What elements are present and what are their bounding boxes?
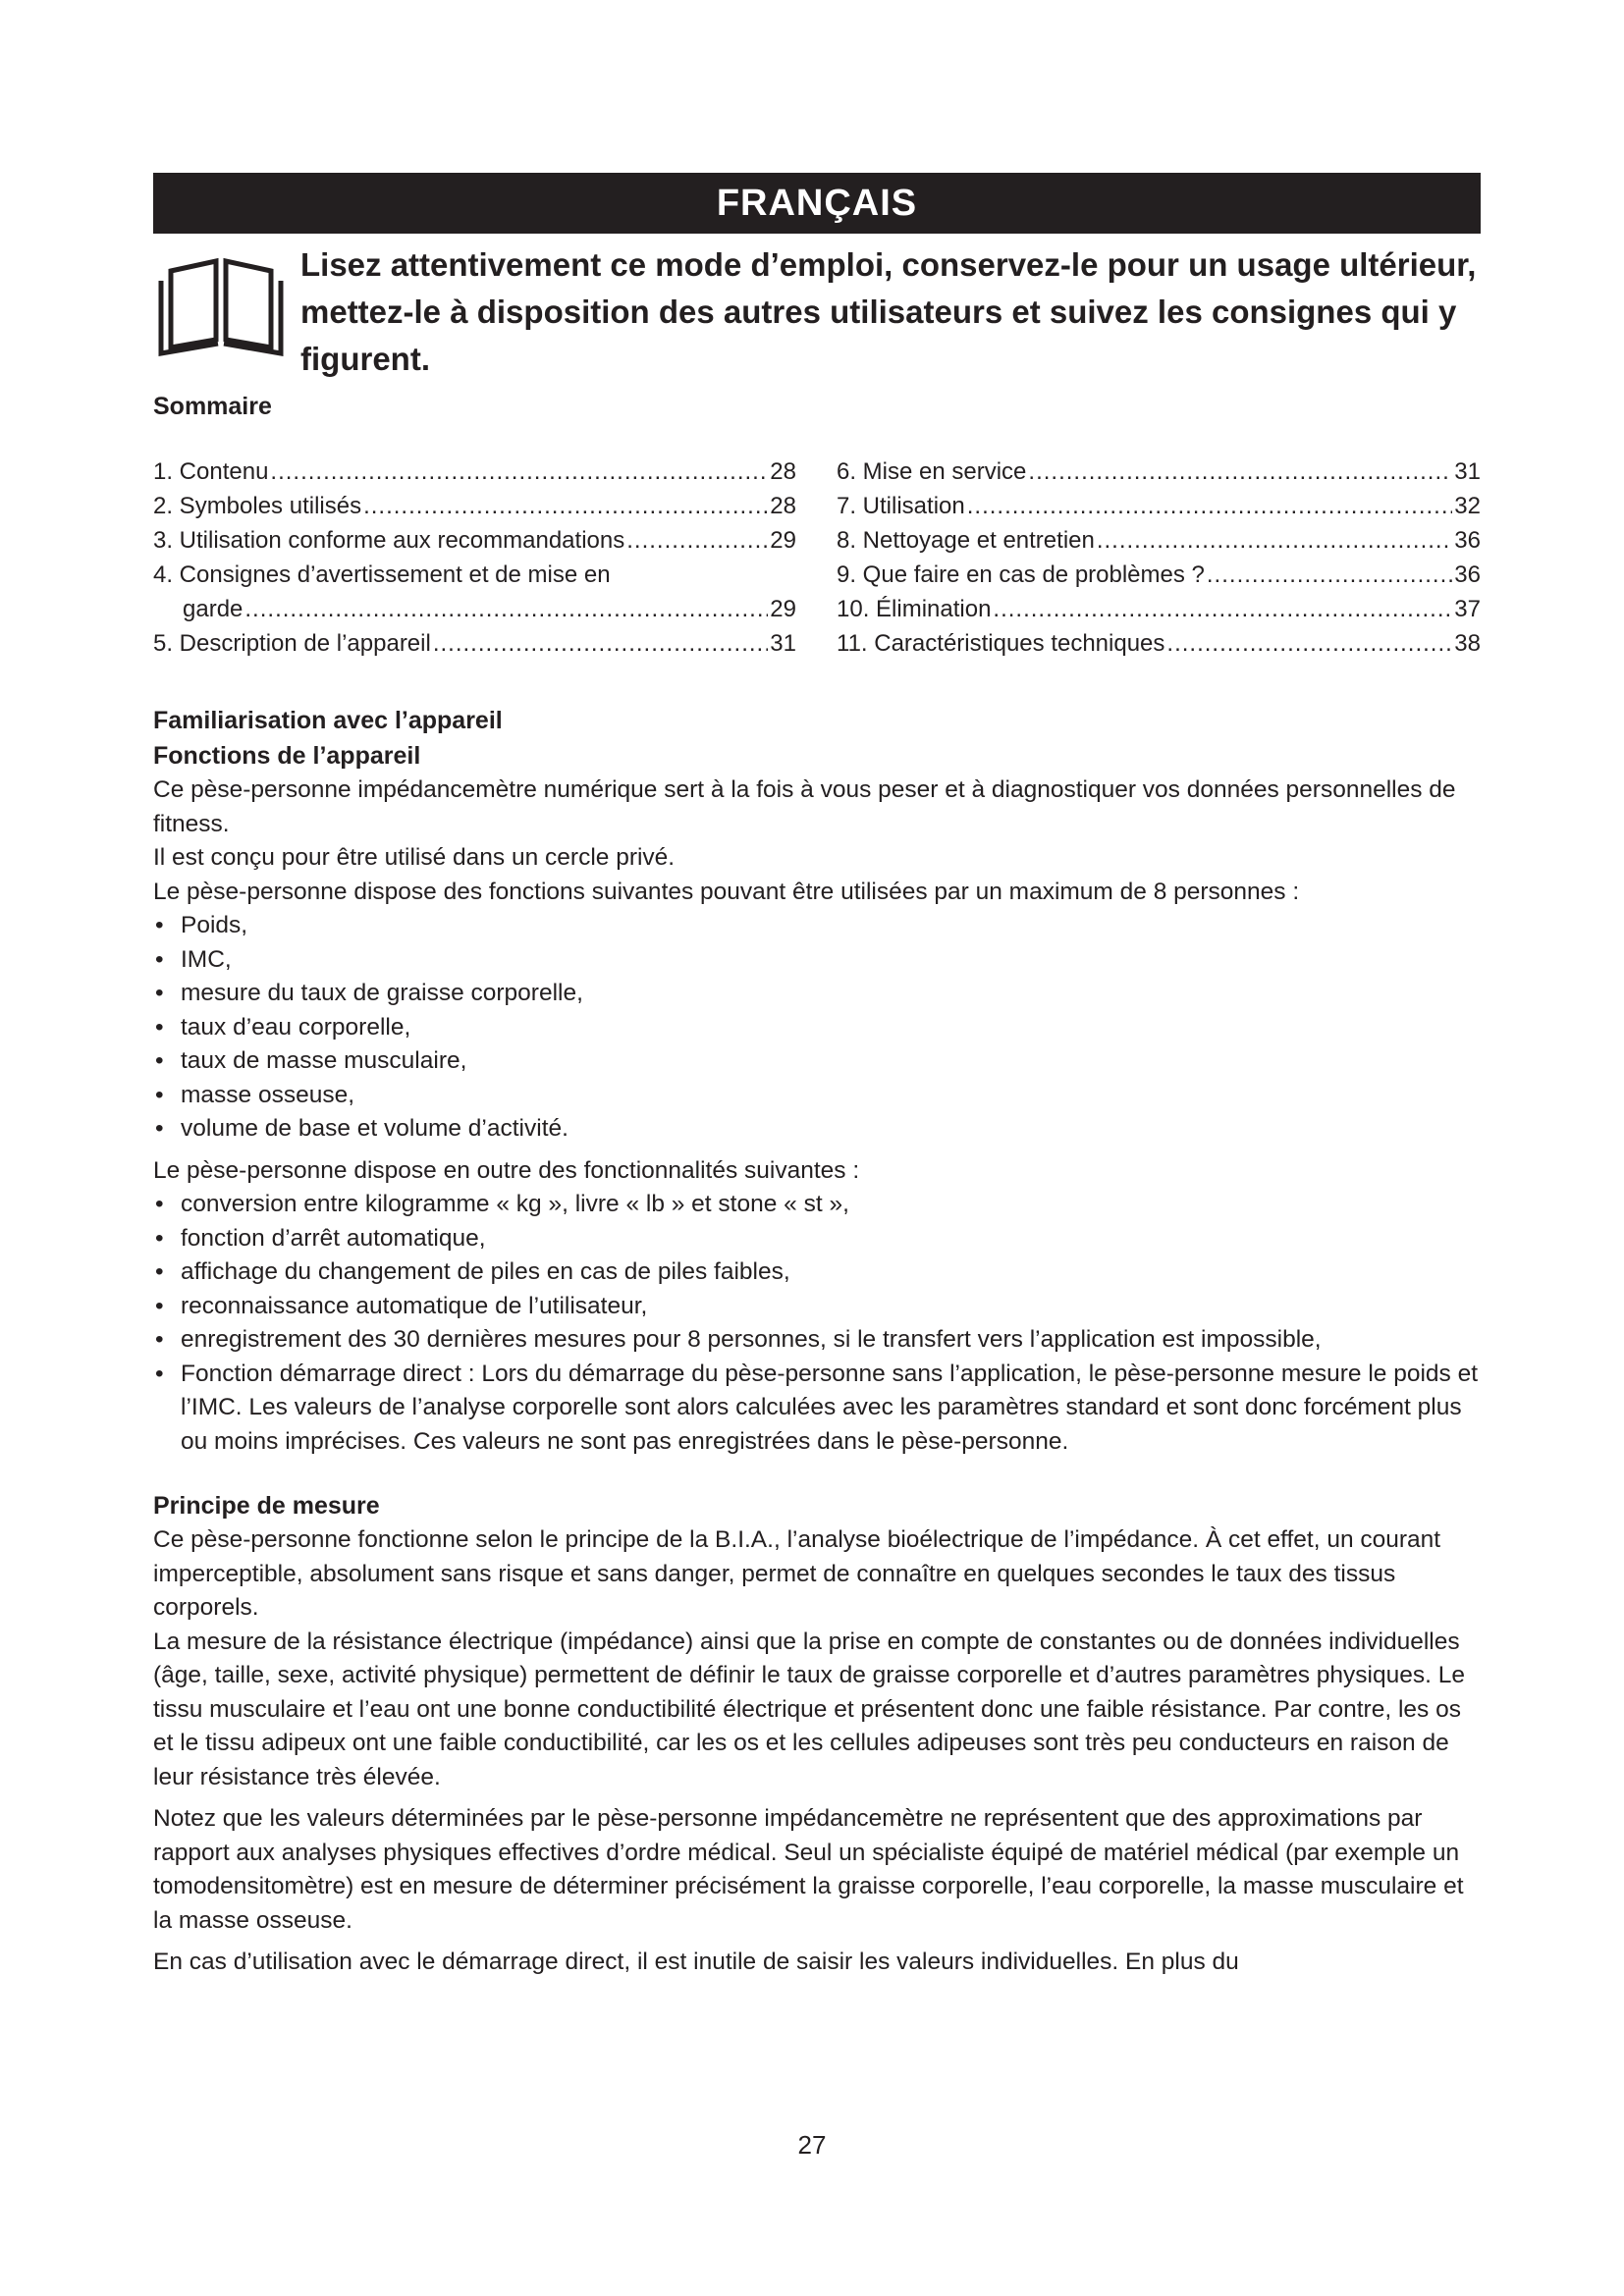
toc-entry-label: 1. Contenu: [153, 458, 269, 485]
toc-entry[interactable]: [837, 454, 1481, 489]
toc-entry-page: 37: [1454, 596, 1481, 622]
paragraph: Notez que les valeurs déterminées par le pèse-personne impédancemètre ne représentent que des approximations par rapport aux analyses physiques effectives d’ordre médical. Seul un spécialiste équipé de matériel médical (par exemple un tomodensitomètre) est en mesure de déterminer précisément la graisse corporelle, l’eau corporelle, la masse musculaire et la masse osseuse.: [153, 1805, 1464, 1934]
toc-entry-label: 10. Élimination: [837, 596, 992, 622]
bullet-icon: •: [155, 1115, 164, 1142]
main-content: [153, 703, 1481, 1980]
features-list: [153, 1188, 1481, 1459]
bullet-icon: •: [155, 1258, 164, 1285]
toc-entry[interactable]: [153, 558, 796, 592]
toc-entry-label: 8. Nettoyage et entretien: [837, 527, 1095, 554]
toc-entry[interactable]: [153, 626, 796, 661]
bullet-icon: •: [155, 912, 164, 938]
list-item: • Fonction démarrage direct : Lors du démarrage du pèse-personne sans l’application, le pèse-personne mesure le poids et l’IMC. Les valeurs de l’analyse corporelle sont alors calculées avec les paramètres standard et sont donc forcément plus ou moins imprécises. Ces valeurs ne sont pas enregistrées dans le pèse-personne.: [153, 1358, 1481, 1460]
list-item: • masse osseuse,: [153, 1079, 1481, 1113]
section-heading-principe: Principe de mesure: [153, 1492, 380, 1520]
toc-entry[interactable]: [153, 523, 796, 558]
toc-entry-page: 28: [770, 458, 796, 485]
language-banner: FRANÇAIS: [153, 173, 1481, 234]
toc-entry-page: 29: [770, 596, 796, 622]
toc-entry[interactable]: [837, 592, 1481, 626]
subsection-heading-fonctions: Fonctions de l’appareil: [153, 742, 421, 770]
list-item: • taux de masse musculaire,: [153, 1044, 1481, 1079]
toc-entry-label: 3. Utilisation conforme aux recommandations: [153, 527, 625, 554]
list-item: • mesure du taux de graisse corporelle,: [153, 977, 1481, 1011]
paragraph: Ce pèse-personne fonctionne selon le principe de la B.I.A., l’analyse bioélectrique de l’impédance. À cet effet, un courant imperceptible, absolument sans risque et sans danger, permet de connaître en quelques secondes le taux des tissus corporels.: [153, 1526, 1441, 1621]
bullet-icon: •: [155, 1224, 164, 1252]
toc-entry-page: 31: [770, 630, 796, 657]
open-book-icon: [157, 253, 285, 357]
toc-entry-page: 38: [1454, 630, 1481, 657]
toc-entry-page: 36: [1454, 527, 1481, 554]
list-item: • taux d’eau corporelle,: [153, 1011, 1481, 1045]
paragraph: Le pèse-personne dispose des fonctions suivantes pouvant être utilisées par un maximum de 8 personnes :: [153, 878, 1300, 905]
list-item: • IMC,: [153, 943, 1481, 978]
paragraph: Le pèse-personne dispose en outre des fonctionnalités suivantes :: [153, 1156, 860, 1184]
list-item: • affichage du changement de piles en cas de piles faibles,: [153, 1255, 1481, 1290]
section-heading-familiarisation: Familiarisation avec l’appareil: [153, 707, 503, 734]
toc-entry-page: 28: [770, 493, 796, 519]
list-item: • reconnaissance automatique de l’utilisateur,: [153, 1290, 1481, 1324]
bullet-icon: •: [155, 1360, 164, 1387]
toc-entry-page: 32: [1454, 493, 1481, 519]
toc-entry-page: 36: [1454, 561, 1481, 588]
list-item: • enregistrement des 30 dernières mesures pour 8 personnes, si le transfert vers l’application est impossible,: [153, 1323, 1481, 1358]
bullet-icon: •: [155, 980, 164, 1006]
toc-entry-label: 5. Description de l’appareil: [153, 630, 431, 657]
toc-right-column: [837, 454, 1481, 661]
toc-entry[interactable]: [837, 489, 1481, 523]
list-item: • fonction d’arrêt automatique,: [153, 1222, 1481, 1256]
intro-warning: Lisez attentivement ce mode d’emploi, conservez-le pour un usage ultérieur, mettez-le à disposition des autres utilisateurs et suivez les consignes qui y figurent.: [300, 246, 1477, 377]
paragraph: La mesure de la résistance électrique (impédance) ainsi que la prise en compte de constantes ou de données individuelles (âge, taille, sexe, activité physique) permettent de définir le taux de graisse corporelle et d’autres paramètres physiques. Le tissu musculaire et l’eau ont une bonne conductibilité électrique et présentent donc une faible résistance. Par contre, les os et le tissu adipeux ont une faible conductibilité, car les os et les cellules adipeuses sont très peu conducteurs en raison de leur résistance très élevée.: [153, 1628, 1465, 1790]
bullet-icon: •: [155, 1326, 164, 1353]
bullet-icon: •: [155, 1047, 164, 1074]
list-item: • Poids,: [153, 909, 1481, 943]
toc-left-column: [153, 454, 796, 661]
toc-entry-label: 2. Symboles utilisés: [153, 493, 362, 519]
bullet-icon: •: [155, 1191, 164, 1217]
toc-entry-label: 6. Mise en service: [837, 458, 1027, 485]
toc-heading: Sommaire: [153, 393, 272, 420]
functions-list: [153, 909, 1481, 1147]
bullet-icon: •: [155, 1013, 164, 1041]
paragraph: Il est conçu pour être utilisé dans un cercle privé.: [153, 844, 676, 871]
list-item: • volume de base et volume d’activité.: [153, 1112, 1481, 1147]
toc-entry[interactable]: [837, 626, 1481, 661]
bullet-icon: •: [155, 1081, 164, 1108]
toc-entry-continuation[interactable]: [153, 592, 796, 626]
toc-entry-page: 31: [1454, 458, 1481, 485]
toc-entry-label: 11. Caractéristiques techniques: [837, 630, 1165, 657]
list-item: • conversion entre kilogramme « kg », livre « lb » et stone « st »,: [153, 1188, 1481, 1222]
page-number: 27: [797, 2130, 827, 2160]
toc-entry[interactable]: [153, 454, 796, 489]
bullet-icon: •: [155, 945, 164, 973]
toc-entry-label: 7. Utilisation: [837, 493, 965, 519]
toc-entry-label: 4. Consignes d’avertissement et de mise en: [153, 561, 611, 588]
bullet-icon: •: [155, 1292, 164, 1319]
paragraph: Ce pèse-personne impédancemètre numérique sert à la fois à vous peser et à diagnostiquer vos données personnelles de fitness.: [153, 776, 1456, 837]
toc-entry[interactable]: [837, 558, 1481, 592]
toc-entry-label: garde: [183, 596, 244, 622]
toc-entry-page: 29: [770, 527, 796, 554]
toc-entry[interactable]: [153, 489, 796, 523]
paragraph: En cas d’utilisation avec le démarrage direct, il est inutile de saisir les valeurs individuelles. En plus du: [153, 1949, 1239, 1975]
toc-entry-label: 9. Que faire en cas de problèmes ?: [837, 561, 1205, 588]
toc-entry[interactable]: [837, 523, 1481, 558]
